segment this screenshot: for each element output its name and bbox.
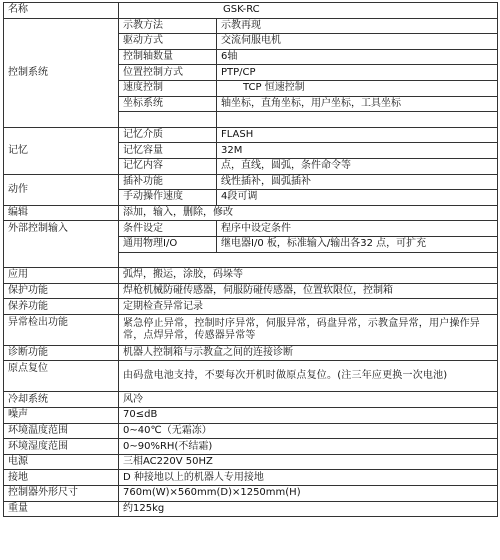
category-cell: 电源 <box>4 454 119 470</box>
category-cell: 保养功能 <box>4 299 119 315</box>
table-row <box>4 268 498 284</box>
value-cell: 4段可调 <box>217 190 498 206</box>
subcategory-cell: 示教方法 <box>119 18 217 34</box>
value-cell: 三相AC220V 50HZ <box>119 454 498 470</box>
table-row <box>4 283 498 299</box>
category-cell: 控制系统 <box>4 18 119 127</box>
table-row <box>4 205 498 221</box>
table-row <box>4 314 498 345</box>
subcategory-cell: 条件设定 <box>119 221 217 237</box>
value-cell: 点，直线，圆弧，条件命令等 <box>217 158 498 174</box>
category-cell: 噪声 <box>4 408 119 424</box>
subcategory-cell <box>119 112 217 128</box>
subcategory-cell: 记忆内容 <box>119 158 217 174</box>
value-cell: 添加，输入，删除，修改 <box>119 205 498 221</box>
table-row <box>4 3 498 19</box>
table-row <box>4 423 498 439</box>
value-cell: 风冷 <box>119 392 498 408</box>
category-cell: 名称 <box>4 3 119 19</box>
value-cell: FLASH <box>217 127 498 143</box>
value-cell: 定期检查异常记录 <box>119 299 498 315</box>
value-cell: GSK-RC <box>119 3 498 19</box>
table-row <box>4 345 498 361</box>
value-cell: 轴坐标，直角坐标，用户坐标，工具坐标 <box>217 96 498 112</box>
table-row <box>4 299 498 315</box>
value-cell <box>217 112 498 128</box>
value-cell: 约125kg <box>119 501 498 517</box>
value-cell: 示教再现 <box>217 18 498 34</box>
subcategory-cell: 记忆容量 <box>119 143 217 159</box>
value-cell <box>119 252 498 268</box>
value-cell: 0~90%RH(不结霜) <box>119 439 498 455</box>
category-cell: 外部控制输入 <box>4 221 119 268</box>
table-row <box>4 361 498 392</box>
table-row <box>4 501 498 517</box>
category-cell: 冷却系统 <box>4 392 119 408</box>
subcategory-cell: 控制轴数量 <box>119 49 217 65</box>
value-cell: 760m(W)×560mm(D)×1250mm(H) <box>119 486 498 502</box>
specification-table <box>3 2 498 517</box>
value-cell: 焊枪机械防碰传感器，伺服防碰传感器，位置软限位，控制箱 <box>119 283 498 299</box>
category-cell: 编辑 <box>4 205 119 221</box>
subcategory-cell: 插补功能 <box>119 174 217 190</box>
category-cell: 动作 <box>4 174 119 205</box>
category-cell: 环境湿度范围 <box>4 439 119 455</box>
category-cell: 异常检出功能 <box>4 314 119 345</box>
table-row <box>4 470 498 486</box>
subcategory-cell: 速度控制 <box>119 80 217 96</box>
value-cell: 由码盘电池支持，不要每次开机时做原点复位。(注三年应更换一次电池) <box>119 361 498 392</box>
table-row <box>4 392 498 408</box>
table-row <box>4 174 498 190</box>
category-cell: 环境温度范围 <box>4 423 119 439</box>
table-row <box>4 127 498 143</box>
value-cell: 继电器I/0 板，标准输入/输出各32 点，可扩充 <box>217 236 498 252</box>
value-cell: 机器人控制箱与示教盒之间的连接诊断 <box>119 345 498 361</box>
category-cell: 接地 <box>4 470 119 486</box>
subcategory-cell: 坐标系统 <box>119 96 217 112</box>
category-cell: 重量 <box>4 501 119 517</box>
value-cell: 6轴 <box>217 49 498 65</box>
category-cell: 应用 <box>4 268 119 284</box>
table-row <box>4 408 498 424</box>
subcategory-cell: 记忆介质 <box>119 127 217 143</box>
table-row <box>4 486 498 502</box>
subcategory-cell: 驱动方式 <box>119 34 217 50</box>
value-cell: 0~40℃（无霜冻） <box>119 423 498 439</box>
value-cell: TCP 恒速控制 <box>217 80 498 96</box>
value-cell: D 种接地以上的机器人专用接地 <box>119 470 498 486</box>
subcategory-cell: 手动操作速度 <box>119 190 217 206</box>
value-cell: 交流伺服电机 <box>217 34 498 50</box>
table-row <box>4 439 498 455</box>
subcategory-cell: 位置控制方式 <box>119 65 217 81</box>
table-row <box>4 454 498 470</box>
table-row <box>4 221 498 237</box>
value-cell: 弧焊，搬运，涂胶，码垛等 <box>119 268 498 284</box>
category-cell: 记忆 <box>4 127 119 174</box>
category-cell: 原点复位 <box>4 361 119 392</box>
value-cell: 32M <box>217 143 498 159</box>
value-cell: 线性插补，圆弧插补 <box>217 174 498 190</box>
value-cell: 紧急停止异常，控制时序异常，伺服异常，码盘异常，示教盒异常，用户操作异常，点焊异常，传感器异常等 <box>119 314 498 345</box>
value-cell: 70≤dB <box>119 408 498 424</box>
value-cell: PTP/CP <box>217 65 498 81</box>
category-cell: 保护功能 <box>4 283 119 299</box>
category-cell: 控制器外形尺寸 <box>4 486 119 502</box>
value-cell: 程序中设定条件 <box>217 221 498 237</box>
subcategory-cell: 通用物理I/O <box>119 236 217 252</box>
table-row <box>4 18 498 34</box>
category-cell: 诊断功能 <box>4 345 119 361</box>
